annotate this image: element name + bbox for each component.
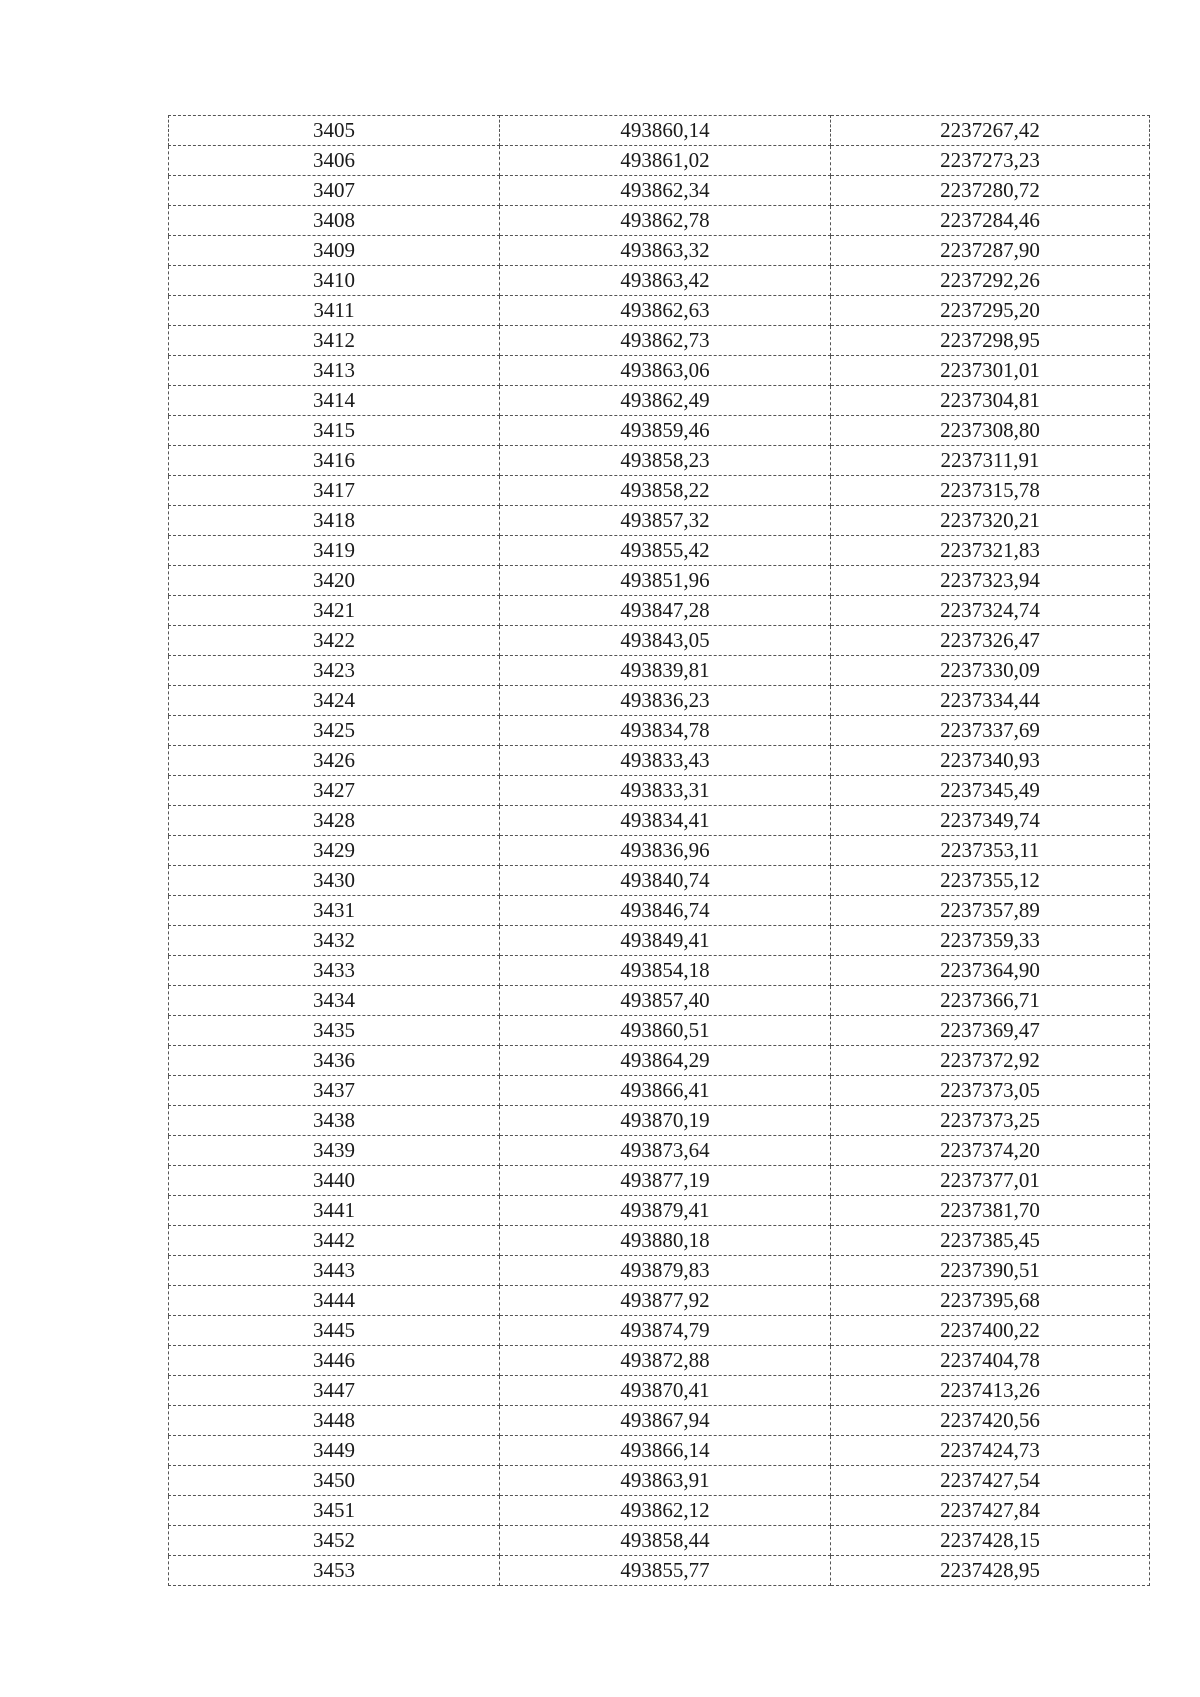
y-coordinate-cell: 2237427,84 [831, 1496, 1150, 1526]
point-number-cell: 3409 [169, 236, 500, 266]
point-number-cell: 3432 [169, 926, 500, 956]
y-coordinate-cell: 2237369,47 [831, 1016, 1150, 1046]
x-coordinate-cell: 493877,19 [500, 1166, 831, 1196]
point-number-cell: 3428 [169, 806, 500, 836]
y-coordinate-cell: 2237273,23 [831, 146, 1150, 176]
table-row [169, 416, 1150, 446]
x-coordinate-cell: 493879,41 [500, 1196, 831, 1226]
x-coordinate-cell: 493860,51 [500, 1016, 831, 1046]
table-row [169, 1436, 1150, 1466]
y-coordinate-cell: 2237366,71 [831, 986, 1150, 1016]
x-coordinate-cell: 493855,42 [500, 536, 831, 566]
x-coordinate-cell: 493858,22 [500, 476, 831, 506]
x-coordinate-cell: 493840,74 [500, 866, 831, 896]
table-row [169, 566, 1150, 596]
y-coordinate-cell: 2237374,20 [831, 1136, 1150, 1166]
point-number-cell: 3420 [169, 566, 500, 596]
x-coordinate-cell: 493858,44 [500, 1526, 831, 1556]
y-coordinate-cell: 2237334,44 [831, 686, 1150, 716]
y-coordinate-cell: 2237424,73 [831, 1436, 1150, 1466]
y-coordinate-cell: 2237353,11 [831, 836, 1150, 866]
x-coordinate-cell: 493862,73 [500, 326, 831, 356]
table-row [169, 1166, 1150, 1196]
y-coordinate-cell: 2237413,26 [831, 1376, 1150, 1406]
y-coordinate-cell: 2237311,91 [831, 446, 1150, 476]
x-coordinate-cell: 493873,64 [500, 1136, 831, 1166]
y-coordinate-cell: 2237349,74 [831, 806, 1150, 836]
y-coordinate-cell: 2237385,45 [831, 1226, 1150, 1256]
x-coordinate-cell: 493855,77 [500, 1556, 831, 1586]
x-coordinate-cell: 493867,94 [500, 1406, 831, 1436]
x-coordinate-cell: 493866,14 [500, 1436, 831, 1466]
point-number-cell: 3438 [169, 1106, 500, 1136]
y-coordinate-cell: 2237337,69 [831, 716, 1150, 746]
x-coordinate-cell: 493858,23 [500, 446, 831, 476]
table-row [169, 836, 1150, 866]
x-coordinate-cell: 493877,92 [500, 1286, 831, 1316]
coordinates-table-body [169, 116, 1150, 1586]
x-coordinate-cell: 493862,63 [500, 296, 831, 326]
point-number-cell: 3424 [169, 686, 500, 716]
table-row [169, 1406, 1150, 1436]
table-row [169, 1136, 1150, 1166]
table-row [169, 206, 1150, 236]
y-coordinate-cell: 2237292,26 [831, 266, 1150, 296]
table-row [169, 806, 1150, 836]
x-coordinate-cell: 493857,40 [500, 986, 831, 1016]
point-number-cell: 3437 [169, 1076, 500, 1106]
y-coordinate-cell: 2237298,95 [831, 326, 1150, 356]
y-coordinate-cell: 2237359,33 [831, 926, 1150, 956]
table-row [169, 476, 1150, 506]
x-coordinate-cell: 493880,18 [500, 1226, 831, 1256]
point-number-cell: 3425 [169, 716, 500, 746]
table-row [169, 1346, 1150, 1376]
point-number-cell: 3451 [169, 1496, 500, 1526]
x-coordinate-cell: 493862,34 [500, 176, 831, 206]
y-coordinate-cell: 2237295,20 [831, 296, 1150, 326]
point-number-cell: 3443 [169, 1256, 500, 1286]
x-coordinate-cell: 493879,83 [500, 1256, 831, 1286]
x-coordinate-cell: 493836,96 [500, 836, 831, 866]
table-row [169, 1556, 1150, 1586]
y-coordinate-cell: 2237308,80 [831, 416, 1150, 446]
x-coordinate-cell: 493872,88 [500, 1346, 831, 1376]
point-number-cell: 3407 [169, 176, 500, 206]
point-number-cell: 3440 [169, 1166, 500, 1196]
point-number-cell: 3453 [169, 1556, 500, 1586]
x-coordinate-cell: 493857,32 [500, 506, 831, 536]
point-number-cell: 3406 [169, 146, 500, 176]
y-coordinate-cell: 2237304,81 [831, 386, 1150, 416]
point-number-cell: 3435 [169, 1016, 500, 1046]
table-row [169, 926, 1150, 956]
point-number-cell: 3417 [169, 476, 500, 506]
point-number-cell: 3445 [169, 1316, 500, 1346]
point-number-cell: 3450 [169, 1466, 500, 1496]
table-row [169, 746, 1150, 776]
table-row [169, 296, 1150, 326]
y-coordinate-cell: 2237377,01 [831, 1166, 1150, 1196]
y-coordinate-cell: 2237427,54 [831, 1466, 1150, 1496]
table-row [169, 1466, 1150, 1496]
y-coordinate-cell: 2237381,70 [831, 1196, 1150, 1226]
x-coordinate-cell: 493866,41 [500, 1076, 831, 1106]
y-coordinate-cell: 2237372,92 [831, 1046, 1150, 1076]
x-coordinate-cell: 493833,31 [500, 776, 831, 806]
point-number-cell: 3449 [169, 1436, 500, 1466]
point-number-cell: 3448 [169, 1406, 500, 1436]
x-coordinate-cell: 493839,81 [500, 656, 831, 686]
table-row [169, 1106, 1150, 1136]
table-row [169, 1286, 1150, 1316]
x-coordinate-cell: 493863,91 [500, 1466, 831, 1496]
x-coordinate-cell: 493834,78 [500, 716, 831, 746]
point-number-cell: 3446 [169, 1346, 500, 1376]
y-coordinate-cell: 2237321,83 [831, 536, 1150, 566]
table-row [169, 1376, 1150, 1406]
point-number-cell: 3426 [169, 746, 500, 776]
x-coordinate-cell: 493836,23 [500, 686, 831, 716]
point-number-cell: 3442 [169, 1226, 500, 1256]
y-coordinate-cell: 2237395,68 [831, 1286, 1150, 1316]
point-number-cell: 3439 [169, 1136, 500, 1166]
x-coordinate-cell: 493846,74 [500, 896, 831, 926]
point-number-cell: 3405 [169, 116, 500, 146]
point-number-cell: 3418 [169, 506, 500, 536]
table-row [169, 116, 1150, 146]
y-coordinate-cell: 2237373,25 [831, 1106, 1150, 1136]
x-coordinate-cell: 493863,06 [500, 356, 831, 386]
table-row [169, 356, 1150, 386]
point-number-cell: 3452 [169, 1526, 500, 1556]
point-number-cell: 3447 [169, 1376, 500, 1406]
y-coordinate-cell: 2237326,47 [831, 626, 1150, 656]
y-coordinate-cell: 2237357,89 [831, 896, 1150, 926]
table-row [169, 326, 1150, 356]
y-coordinate-cell: 2237315,78 [831, 476, 1150, 506]
y-coordinate-cell: 2237340,93 [831, 746, 1150, 776]
y-coordinate-cell: 2237428,15 [831, 1526, 1150, 1556]
point-number-cell: 3441 [169, 1196, 500, 1226]
point-number-cell: 3408 [169, 206, 500, 236]
y-coordinate-cell: 2237320,21 [831, 506, 1150, 536]
point-number-cell: 3419 [169, 536, 500, 566]
y-coordinate-cell: 2237330,09 [831, 656, 1150, 686]
x-coordinate-cell: 493870,41 [500, 1376, 831, 1406]
table-row [169, 446, 1150, 476]
table-row [169, 1526, 1150, 1556]
point-number-cell: 3434 [169, 986, 500, 1016]
table-row [169, 896, 1150, 926]
table-row [169, 176, 1150, 206]
table-row [169, 1256, 1150, 1286]
y-coordinate-cell: 2237364,90 [831, 956, 1150, 986]
x-coordinate-cell: 493874,79 [500, 1316, 831, 1346]
table-row [169, 266, 1150, 296]
y-coordinate-cell: 2237420,56 [831, 1406, 1150, 1436]
y-coordinate-cell: 2237284,46 [831, 206, 1150, 236]
y-coordinate-cell: 2237390,51 [831, 1256, 1150, 1286]
x-coordinate-cell: 493843,05 [500, 626, 831, 656]
point-number-cell: 3414 [169, 386, 500, 416]
table-row [169, 1226, 1150, 1256]
table-row [169, 776, 1150, 806]
y-coordinate-cell: 2237324,74 [831, 596, 1150, 626]
coordinates-table [168, 115, 1150, 1586]
point-number-cell: 3430 [169, 866, 500, 896]
x-coordinate-cell: 493860,14 [500, 116, 831, 146]
x-coordinate-cell: 493859,46 [500, 416, 831, 446]
table-row [169, 146, 1150, 176]
table-row [169, 1046, 1150, 1076]
y-coordinate-cell: 2237287,90 [831, 236, 1150, 266]
x-coordinate-cell: 493861,02 [500, 146, 831, 176]
y-coordinate-cell: 2237404,78 [831, 1346, 1150, 1376]
x-coordinate-cell: 493862,12 [500, 1496, 831, 1526]
point-number-cell: 3412 [169, 326, 500, 356]
point-number-cell: 3411 [169, 296, 500, 326]
x-coordinate-cell: 493862,49 [500, 386, 831, 416]
y-coordinate-cell: 2237301,01 [831, 356, 1150, 386]
table-row [169, 1196, 1150, 1226]
y-coordinate-cell: 2237400,22 [831, 1316, 1150, 1346]
x-coordinate-cell: 493849,41 [500, 926, 831, 956]
x-coordinate-cell: 493851,96 [500, 566, 831, 596]
x-coordinate-cell: 493863,42 [500, 266, 831, 296]
table-row [169, 956, 1150, 986]
x-coordinate-cell: 493862,78 [500, 206, 831, 236]
table-row [169, 686, 1150, 716]
y-coordinate-cell: 2237428,95 [831, 1556, 1150, 1586]
x-coordinate-cell: 493863,32 [500, 236, 831, 266]
point-number-cell: 3429 [169, 836, 500, 866]
point-number-cell: 3416 [169, 446, 500, 476]
point-number-cell: 3422 [169, 626, 500, 656]
table-row [169, 1316, 1150, 1346]
y-coordinate-cell: 2237267,42 [831, 116, 1150, 146]
point-number-cell: 3427 [169, 776, 500, 806]
x-coordinate-cell: 493864,29 [500, 1046, 831, 1076]
table-row [169, 866, 1150, 896]
y-coordinate-cell: 2237355,12 [831, 866, 1150, 896]
point-number-cell: 3410 [169, 266, 500, 296]
y-coordinate-cell: 2237345,49 [831, 776, 1150, 806]
x-coordinate-cell: 493870,19 [500, 1106, 831, 1136]
x-coordinate-cell: 493834,41 [500, 806, 831, 836]
x-coordinate-cell: 493847,28 [500, 596, 831, 626]
table-row [169, 506, 1150, 536]
table-row [169, 536, 1150, 566]
table-row [169, 1016, 1150, 1046]
point-number-cell: 3423 [169, 656, 500, 686]
point-number-cell: 3413 [169, 356, 500, 386]
table-row [169, 236, 1150, 266]
table-row [169, 386, 1150, 416]
table-row [169, 626, 1150, 656]
table-row [169, 656, 1150, 686]
y-coordinate-cell: 2237373,05 [831, 1076, 1150, 1106]
y-coordinate-cell: 2237323,94 [831, 566, 1150, 596]
y-coordinate-cell: 2237280,72 [831, 176, 1150, 206]
point-number-cell: 3431 [169, 896, 500, 926]
point-number-cell: 3421 [169, 596, 500, 626]
table-row [169, 986, 1150, 1016]
x-coordinate-cell: 493854,18 [500, 956, 831, 986]
point-number-cell: 3436 [169, 1046, 500, 1076]
x-coordinate-cell: 493833,43 [500, 746, 831, 776]
table-row [169, 596, 1150, 626]
point-number-cell: 3433 [169, 956, 500, 986]
table-row [169, 716, 1150, 746]
table-row [169, 1496, 1150, 1526]
table-row [169, 1076, 1150, 1106]
point-number-cell: 3415 [169, 416, 500, 446]
point-number-cell: 3444 [169, 1286, 500, 1316]
